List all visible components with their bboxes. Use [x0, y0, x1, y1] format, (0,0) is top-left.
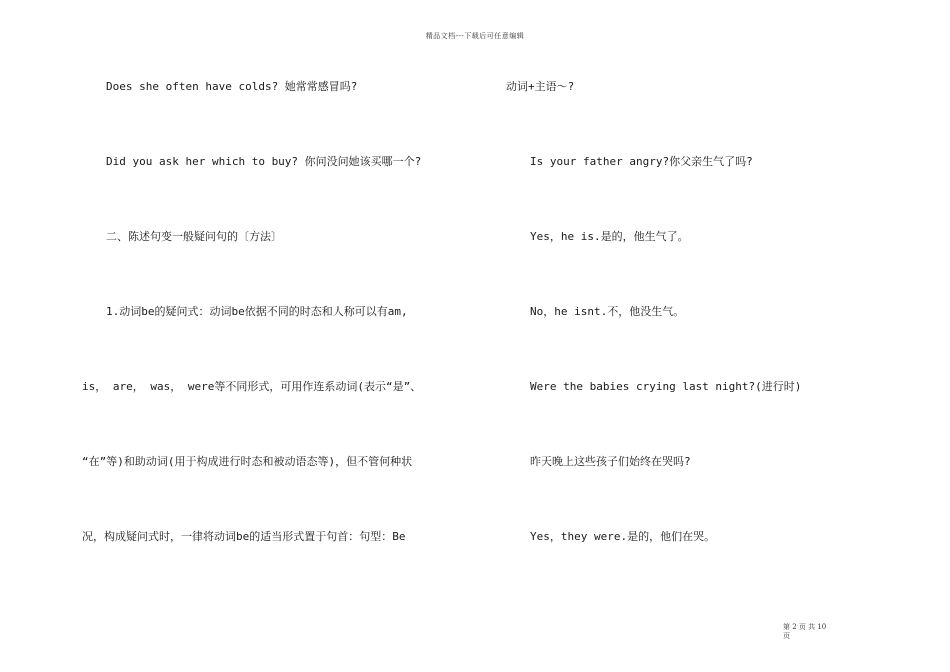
right-line-3: Yes，he is.是的，他生气了。 — [530, 230, 689, 243]
page-number-line-2: 页 — [783, 632, 790, 640]
right-line-7: Yes，they were.是的，他们在哭。 — [530, 530, 716, 543]
right-line-6: 昨天晚上这些孩子们始终在哭吗? — [530, 455, 691, 468]
right-line-5: Were the babies crying last night?(进行时) — [530, 380, 802, 393]
right-line-4: No，he isnt.不，他没生气。 — [530, 305, 685, 318]
left-line-2: Did you ask her which to buy? 你问没问她该买哪一个? — [106, 155, 422, 168]
right-line-2: Is your father angry?你父亲生气了吗? — [530, 155, 753, 168]
right-line-1: 动词+主语～? — [506, 80, 575, 93]
page-number-line-1: 第 2 页 共 10 — [783, 623, 827, 631]
left-line-1: Does she often have colds? 她常常感冒吗? — [106, 80, 358, 93]
page-number — [783, 623, 843, 641]
left-line-6: “在”等)和助动词(用于构成进行时态和被动语态等)，但不管何种状 — [82, 455, 413, 468]
left-line-7: 况，构成疑问式时，一律将动词be的适当形式置于句首：句型：Be — [82, 530, 406, 543]
left-line-4: 1.动词be的疑问式：动词be依据不同的时态和人称可以有am, — [106, 305, 408, 318]
section-heading: 二、陈述句变一般疑问句的〔方法〕 — [106, 230, 282, 243]
left-line-5: is， are， was， were等不同形式，可用作连系动词(表示“是”、 — [82, 380, 422, 393]
page-header: 精品文档---下载后可任意编辑 — [425, 32, 525, 40]
